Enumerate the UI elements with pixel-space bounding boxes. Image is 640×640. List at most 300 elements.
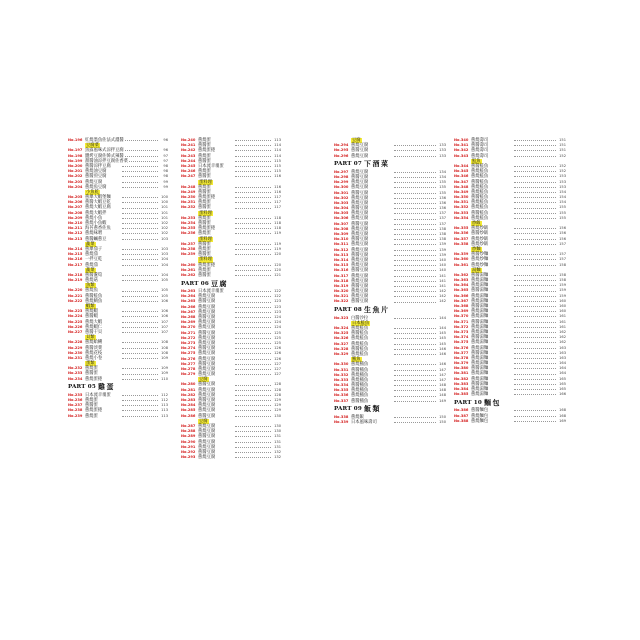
recipe-title: 蔥燒豆腐 [198, 455, 216, 461]
part-heading [454, 397, 566, 408]
page-number: 117 [274, 205, 281, 210]
recipe-title: 蔥燒豆腐 [198, 403, 216, 409]
recipe-title: 蔥燒蝦仁 [85, 324, 103, 330]
page-number: 108 [161, 350, 168, 355]
recipe-title: 魚露風味式涼拌豆腐 [85, 148, 124, 154]
recipe-number: No.347 [454, 179, 469, 184]
dot-leader [125, 140, 158, 141]
recipe-number: No.369 [454, 309, 469, 314]
toc-entry [454, 419, 566, 424]
recipe-title: 蔥燒豆腐 [198, 335, 216, 341]
recipe-title: 日本風味壽司 [351, 420, 377, 425]
page-number: 125 [274, 340, 281, 345]
recipe-title: 蔥燒湯麵 [471, 329, 489, 335]
recipe-number: No.262 [181, 272, 196, 277]
recipe-number: No.213 [68, 236, 83, 241]
dot-leader [235, 150, 271, 151]
toc-column [334, 138, 446, 425]
recipe-title: 日本流羊羹蛋 [198, 163, 224, 169]
recipe-title: 蔥燒豆腐 [198, 439, 216, 445]
dot-leader [235, 348, 271, 349]
page-number: 109 [161, 371, 168, 376]
recipe-number: No.294 [334, 143, 349, 148]
page-number: 147 [439, 367, 446, 372]
recipe-title: 蔥燒豆腐 [198, 309, 216, 315]
dot-leader [514, 280, 556, 281]
recipe-title: 蔥燒蛋捲 [85, 376, 103, 382]
recipe-number: No.345 [454, 169, 469, 174]
recipe-number: No.321 [334, 294, 349, 299]
category-label: 豆腐 [352, 138, 361, 143]
recipe-number: No.343 [454, 153, 469, 158]
dot-leader [514, 182, 556, 183]
page-number: 112 [161, 398, 168, 402]
recipe-title: 蔥醬豆腐 [351, 221, 369, 227]
page-number: 138 [439, 226, 446, 231]
page-number: 137 [439, 221, 446, 226]
dot-leader [514, 410, 556, 411]
recipe-number: No.226 [68, 324, 83, 329]
recipe-number: No.301 [334, 190, 349, 195]
recipe-title: 蔥燒蛤蜊 [85, 340, 103, 346]
recipe-number: No.227 [68, 329, 83, 334]
page-number: 140 [439, 263, 446, 268]
recipe-number: No.292 [181, 449, 196, 454]
recipe-number: No.341 [454, 143, 469, 148]
recipe-title: 蔥燒油豆腐 [85, 169, 107, 175]
dot-leader [235, 218, 271, 219]
recipe-number: No.335 [334, 388, 349, 393]
recipe-title: 蔥爆茄子 [85, 246, 103, 252]
page-number: 130 [274, 413, 281, 418]
recipe-number: No.223 [68, 309, 83, 314]
recipe-title: 蔥醬豆腐 [351, 283, 369, 289]
dot-leader [394, 182, 436, 183]
recipe-number: No.355 [454, 226, 469, 231]
page-number: 133 [439, 143, 446, 148]
recipe-title: 蔥醬湯麵 [471, 366, 489, 372]
recipe-title: 蔥燒炒麵 [471, 262, 489, 268]
dot-leader [235, 208, 271, 209]
recipe-title: 蔥燒蛋 [85, 398, 98, 403]
page-number: 129 [274, 398, 281, 402]
recipe-number: No.283 [181, 398, 196, 402]
recipe-number: No.364 [454, 283, 469, 288]
dot-leader [394, 198, 436, 199]
recipe-number: No.251 [181, 200, 196, 205]
page-number: 168 [559, 408, 566, 413]
dot-leader [122, 405, 158, 406]
recipe-number: No.327 [334, 341, 349, 346]
recipe-number: No.362 [454, 272, 469, 277]
dot-leader [122, 410, 158, 411]
recipe-title: 蔥醬蛋 [198, 272, 211, 278]
recipe-number: No.371 [454, 319, 469, 324]
recipe-number: No.384 [454, 387, 469, 391]
recipe-title: 蔥燒豆腐 [351, 278, 369, 284]
page-number: 165 [559, 381, 566, 386]
recipe-number: No.388 [454, 418, 469, 423]
dot-leader [235, 369, 271, 370]
recipe-number: No.319 [334, 283, 349, 288]
part-heading [334, 305, 446, 316]
recipe-number: No.352 [454, 205, 469, 210]
page-number: 158 [559, 272, 566, 277]
page-number: 108 [161, 345, 168, 350]
recipe-title: 蔥燒鮭魚 [351, 326, 369, 331]
recipe-number: No.378 [454, 355, 469, 360]
page-number: 113 [161, 413, 168, 418]
recipe-title: 蔥燒豆腐 [351, 195, 369, 201]
dot-leader [394, 193, 436, 194]
page-number: 151 [559, 143, 566, 148]
recipe-number: No.386 [454, 408, 469, 413]
recipe-title: 蔥燒炒飯 [471, 241, 489, 247]
recipe-title: 蔥燒蛋 [198, 215, 211, 221]
recipe-number: No.296 [334, 153, 349, 158]
dot-leader [235, 171, 271, 172]
recipe-number: No.359 [454, 252, 469, 257]
recipe-title: 蔥醬豆腐 [198, 413, 216, 419]
recipe-title: 蔥燒湯麵 [471, 345, 489, 351]
recipe-number: No.268 [181, 315, 196, 319]
dot-leader [235, 156, 271, 157]
page-number: 117 [274, 195, 281, 200]
page-number: 123 [274, 309, 281, 314]
recipe-title: 蔥醬湯麵 [471, 319, 489, 325]
page-number: 169 [559, 418, 566, 423]
dot-leader [514, 213, 556, 214]
recipe-number: No.204 [68, 184, 83, 189]
recipe-number: No.267 [181, 309, 196, 314]
dot-leader [235, 426, 271, 427]
dot-leader [235, 275, 271, 276]
recipe-title: 蔥燒湯麵 [471, 324, 489, 330]
dot-leader [394, 396, 436, 397]
page-number: 98 [163, 169, 168, 174]
recipe-title: 蔥醬鮪魚 [351, 398, 369, 404]
recipe-title: 蔥燒蛋 [198, 169, 211, 175]
page-number: 98 [163, 174, 168, 179]
recipe-title: 蔥燒豆腐 [198, 387, 216, 393]
recipe-title: 蔥燒蛋捲 [198, 195, 216, 201]
toc-column [181, 138, 281, 460]
dot-leader [122, 254, 158, 255]
recipe-number: No.331 [334, 367, 349, 372]
recipe-title: 蔥醬鮭魚 [351, 346, 369, 352]
dot-leader [394, 224, 436, 225]
recipe-title: 蔥燒湯麵 [471, 340, 489, 346]
recipe-number: No.238 [68, 408, 83, 413]
recipe-title: 蔥燒蛋 [198, 138, 211, 143]
recipe-title: 蔥燒蛋捲 [198, 148, 216, 154]
recipe-title: 蔥燒豆腐 [351, 216, 369, 222]
recipe-title: 蔥燒蝦 [85, 309, 98, 315]
dot-leader [514, 358, 556, 359]
page-number: 130 [274, 423, 281, 428]
recipe-number: No.247 [181, 174, 196, 179]
dot-leader [235, 265, 271, 266]
recipe-title: 蔥醬豆腐 [351, 174, 369, 180]
dot-leader [122, 353, 158, 354]
page-number: 113 [274, 138, 281, 142]
page-number: 148 [439, 388, 446, 393]
page-number: 158 [559, 278, 566, 283]
category-label: 蛋料理 [199, 257, 212, 263]
category-label: 蛋料理 [199, 210, 212, 216]
page-number: 168 [559, 413, 566, 418]
recipe-number: No.271 [181, 330, 196, 335]
dot-leader [514, 332, 556, 333]
recipe-title: 蔥燒鮭魚 [471, 174, 489, 180]
recipe-number: No.337 [334, 398, 349, 403]
dot-leader [235, 405, 271, 406]
recipe-number: No.330 [334, 362, 349, 367]
page-number: 155 [559, 215, 566, 220]
dot-leader [514, 150, 556, 151]
recipe-number: No.309 [334, 232, 349, 236]
page-number: 148 [439, 393, 446, 398]
recipe-number: No.328 [334, 346, 349, 351]
recipe-title: 蔥醬豆腐 [351, 299, 369, 305]
recipe-title: 蔥燒大蝦 [85, 319, 103, 325]
recipe-number: No.270 [181, 325, 196, 330]
recipe-title: 蔥燒豆腐 [351, 242, 369, 248]
dot-leader [122, 379, 158, 380]
recipe-title: 蔥燒鮭魚 [471, 169, 489, 175]
recipe-number: No.332 [334, 372, 349, 377]
page-number: 107 [161, 329, 168, 334]
dot-leader [514, 342, 556, 343]
page-number: 122 [274, 289, 281, 294]
recipe-title: 蔥燒豆腐 [351, 143, 369, 149]
recipe-title: 蔥燒麵包 [471, 418, 489, 424]
dot-leader [514, 416, 556, 417]
page-number: 130 [274, 429, 281, 434]
dot-leader [394, 375, 436, 376]
page-number: 154 [559, 189, 566, 194]
dot-leader [394, 318, 436, 319]
toc-column [454, 138, 566, 424]
page-number: 153 [559, 184, 566, 189]
page-number: 142 [439, 294, 446, 299]
recipe-title: 蔥燒豆腐 [351, 247, 369, 253]
dot-leader [514, 218, 556, 219]
category-label: 豆腐 [199, 377, 208, 383]
page-number: 127 [274, 372, 281, 377]
category-label: 貝類 [86, 335, 95, 341]
page-number: 115 [274, 163, 281, 168]
recipe-title: 蔥燒豆腐 [198, 392, 216, 398]
page-number: 100 [161, 200, 168, 205]
dot-leader [394, 177, 436, 178]
page-number: 123 [274, 299, 281, 304]
recipe-title: 蔥醬豆腐 [351, 206, 369, 212]
recipe-number: No.221 [68, 293, 83, 298]
category-label: 日本鮭魚 [352, 320, 370, 326]
page-number: 152 [559, 153, 566, 158]
recipe-title: 紅燒墨魚佐法式濃醬 [85, 138, 124, 143]
recipe-number: No.356 [454, 231, 469, 236]
dot-leader [122, 239, 158, 240]
part-name: 生魚片 [363, 305, 390, 315]
recipe-title: 蔥燒豆腐 [198, 423, 216, 429]
dot-leader [235, 442, 271, 443]
recipe-number: No.279 [181, 372, 196, 377]
dot-leader [394, 260, 436, 261]
category-label: 鮭魚 [472, 158, 481, 164]
recipe-number: No.278 [181, 366, 196, 371]
page-number: 147 [439, 377, 446, 382]
recipe-title: 蔥醬豆腐 [351, 268, 369, 274]
recipe-number: No.236 [68, 398, 83, 402]
dot-leader [514, 301, 556, 302]
recipe-title: 蔥燒豆腐 [198, 366, 216, 372]
page-number: 118 [274, 215, 281, 220]
dot-leader [122, 208, 158, 209]
recipe-title: 蔥燒湯麵 [471, 298, 489, 304]
recipe-title: 蔥醬蛋 [198, 241, 211, 247]
recipe-title: 一拌豆乾 [85, 257, 103, 263]
recipe-title: 蔥燒豆腐 [351, 226, 369, 232]
dot-leader [122, 332, 158, 333]
part-number: PART 07 [334, 161, 362, 168]
page-number: 156 [559, 236, 566, 241]
recipe-title: 甜醬油涼拌豆腐佐香菜 [85, 158, 128, 164]
dot-leader [394, 203, 436, 204]
page-number: 126 [274, 351, 281, 356]
recipe-number: No.228 [68, 340, 83, 345]
recipe-number: No.312 [334, 247, 349, 252]
page-number: 136 [439, 195, 446, 200]
dot-leader [514, 140, 556, 141]
recipe-number: No.202 [68, 174, 83, 179]
recipe-number: No.275 [181, 351, 196, 356]
recipe-number: No.306 [334, 216, 349, 221]
category-label: 蛋料理 [199, 236, 212, 242]
dot-leader [235, 223, 271, 224]
page-number: 100 [161, 195, 168, 200]
recipe-title: 蔥燒豆腐 [198, 340, 216, 346]
recipe-number: No.383 [454, 381, 469, 386]
recipe-title: 蔥燒鮪魚 [351, 377, 369, 383]
recipe-number: No.203 [68, 179, 83, 184]
recipe-number: No.199 [68, 158, 83, 163]
page-number: 98 [163, 163, 168, 168]
recipe-title: 蔥燒壽司 [471, 148, 489, 154]
dot-leader [514, 171, 556, 172]
recipe-number: No.325 [334, 331, 349, 336]
page-number: 149 [439, 398, 446, 403]
toc-entry [181, 455, 281, 460]
dot-leader [235, 457, 271, 458]
recipe-title: 蔥燒豆腐 [351, 232, 369, 237]
toc-column [68, 138, 168, 419]
part-number: PART 10 [454, 399, 482, 406]
dot-leader [394, 213, 436, 214]
page-number: 145 [439, 331, 446, 336]
recipe-number: No.212 [68, 231, 83, 236]
recipe-title: 蔥醬湯麵 [471, 335, 489, 341]
recipe-number: No.333 [334, 377, 349, 382]
part-number: PART 06 [181, 280, 209, 287]
recipe-title: 蔥醬蛋 [198, 221, 211, 226]
recipe-number: No.264 [181, 294, 196, 299]
recipe-title: 蔥醬豆腐 [198, 361, 216, 367]
category-label: 豆腐 [199, 418, 208, 424]
recipe-number: No.349 [454, 189, 469, 194]
part-heading [181, 278, 281, 289]
recipe-number: No.206 [68, 200, 83, 205]
recipe-number: No.374 [454, 335, 469, 340]
dot-leader [394, 219, 436, 220]
recipe-title: 蔥醬湯麵 [471, 272, 489, 278]
page-number: 129 [274, 408, 281, 413]
page-number: 109 [161, 366, 168, 371]
recipe-title: 蔥醬豆腐 [198, 330, 216, 336]
recipe-number: No.282 [181, 392, 196, 397]
page-number: 126 [274, 356, 281, 361]
page-number: 96 [163, 138, 168, 142]
dot-leader [122, 223, 158, 224]
dot-leader [394, 422, 436, 423]
page-number: 138 [439, 237, 446, 242]
page-number: 138 [439, 232, 446, 236]
recipe-title: 蔥燒湯麵 [471, 293, 489, 299]
recipe-number: No.258 [181, 246, 196, 251]
recipe-title: 蔥爆大蝦堡麵 [85, 195, 111, 201]
page-number: 144 [439, 315, 446, 320]
recipe-number: No.245 [181, 163, 196, 168]
page-number: 160 [559, 304, 566, 308]
recipe-number: No.291 [181, 444, 196, 449]
recipe-number: No.381 [454, 371, 469, 376]
recipe-number: No.299 [334, 180, 349, 185]
recipe-title: 蔥燒炒麵 [471, 257, 489, 263]
recipe-number: No.380 [454, 366, 469, 371]
recipe-title: 蔥燒壽司 [471, 138, 489, 143]
recipe-title: 蔥燒鮭魚 [471, 200, 489, 206]
page-number: 155 [559, 210, 566, 215]
recipe-number: No.307 [334, 221, 349, 226]
dot-leader [235, 249, 271, 250]
part-name: 飯類 [363, 404, 381, 414]
recipe-title: 蔥燒茄 [85, 262, 98, 268]
dot-leader [235, 296, 271, 297]
recipe-number: No.254 [181, 221, 196, 225]
recipe-title: 蔥醬干貝 [85, 329, 103, 335]
recipe-number: No.377 [454, 350, 469, 355]
recipe-number: No.242 [181, 148, 196, 153]
dot-leader [514, 187, 556, 188]
recipe-title: 蔥燒豆腐 [198, 351, 216, 357]
recipe-title: 蔥醬蝦 [85, 314, 98, 320]
recipe-title: 蔥燒蛋捲 [198, 262, 216, 268]
recipe-number: No.340 [454, 138, 469, 142]
page-number: 154 [559, 195, 566, 200]
dot-leader [122, 187, 158, 188]
recipe-number: No.346 [454, 174, 469, 179]
page-number: 141 [439, 278, 446, 283]
recipe-title: 蔥燒鯖魚 [85, 298, 103, 304]
part-heading [68, 382, 168, 393]
recipe-number: No.372 [454, 324, 469, 329]
recipe-number: No.217 [68, 262, 83, 267]
recipe-number: No.198 [68, 153, 83, 158]
page-number: 99 [163, 179, 168, 184]
dot-leader [235, 161, 271, 162]
recipe-number: No.249 [181, 189, 196, 194]
